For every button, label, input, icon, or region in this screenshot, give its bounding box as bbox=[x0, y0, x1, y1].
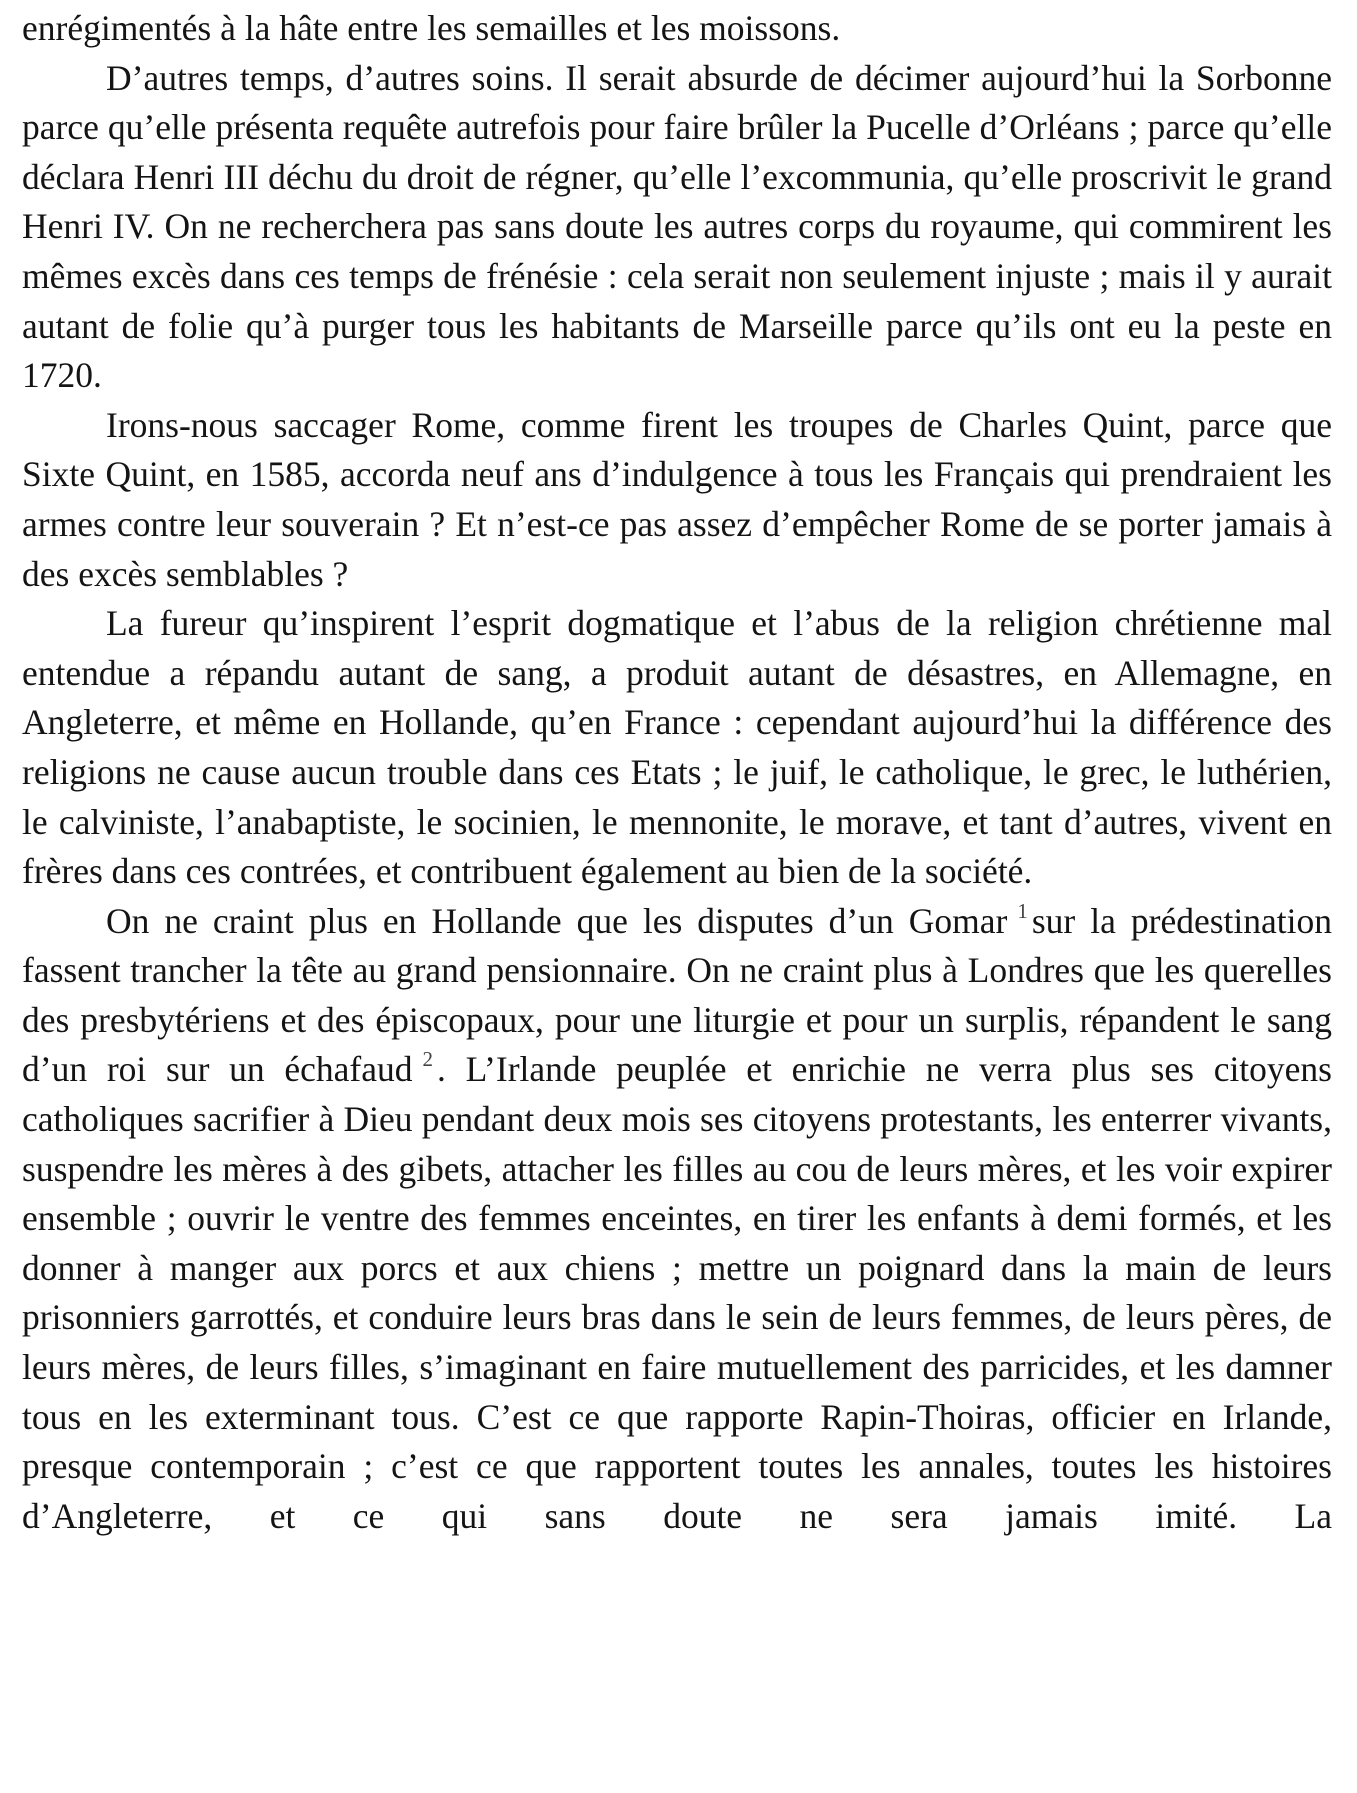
paragraph bbox=[22, 54, 1332, 401]
paragraph-text: D’autres temps, d’autres soins. Il serait absurde de décimer aujourd’hui la Sorbonne parce qu’elle présenta requête autrefois pour faire brûler la Pucelle d’Orléans ; parce qu’elle déclara Henri III déchu du droit de régner, qu’elle l’excommunia, qu’elle proscrivit le grand Henri IV. On ne recherchera pas sans doute les autres corps du royaume, qui commirent les mêmes excès dans ces temps de frénésie : cela serait non seulement injuste ; mais il y aurait autant de folie qu’à purger tous les habitants de Marseille parce qu’ils ont eu la peste en 1720. bbox=[22, 57, 1332, 396]
paragraph-text: enrégimentés à la hâte entre les semailles et les moissons. bbox=[22, 8, 841, 48]
paragraph-text: sur la prédestination fassent trancher la tête au grand pensionnaire. On ne craint plus à Londres que les querelles des presbytériens et des épiscopaux, pour une liturgie et pour un surplis, répandent le sang d’un roi sur un échafaud bbox=[22, 900, 1332, 1090]
paragraph-text: Irons-nous saccager Rome, comme firent les troupes de Charles Quint, parce que Sixte Quint, en 1585, accorda neuf ans d’indulgence à tous les Français qui prendraient les armes contre leur souverain ? Et n’est-ce pas assez d’empêcher Rome de se porter jamais à des excès semblables ? bbox=[22, 404, 1332, 594]
document-page bbox=[22, 4, 1332, 1541]
footnote-marker[interactable]: 2 bbox=[422, 1047, 433, 1072]
paragraph bbox=[22, 401, 1332, 599]
paragraph-text: La fureur qu’inspirent l’esprit dogmatique et l’abus de la religion chrétienne mal entendue a répandu autant de sang, a produit autant de désastres, en Allemagne, en Angleterre, et même en Hollande, qu’en France : cependant aujourd’hui la différence des religions ne cause aucun trouble dans ces Etats ; le juif, le catholique, le grec, le luthérien, le calviniste, l’anabaptiste, le socinien, le mennonite, le morave, et tant d’autres, vivent en frères dans ces contrées, et contribuent également au bien de la société. bbox=[22, 603, 1332, 892]
footnote-marker[interactable]: 1 bbox=[1017, 898, 1028, 923]
paragraph-text: On ne craint plus en Hollande que les disputes d’un Gomar bbox=[106, 900, 1008, 941]
paragraph bbox=[22, 897, 1332, 1542]
paragraph-text: . L’Irlande peuplée et enrichie ne verra plus ses citoyens catholiques sacrifier à Dieu pendant deux mois ses citoyens protestants, les enterrer vivants, suspendre les mères à des gibets, attacher les filles au cou de leurs mères, et les voir expirer ensemble ; ouvrir le ventre des femmes enceintes, en tirer les enfants à demi formés, et les donner à manger aux porcs et aux chiens ; mettre un poignard dans la main de leurs prisonniers garrottés, et conduire leurs bras dans le sein de leurs femmes, de leurs pères, de leurs mères, de leurs filles, s’imaginant en faire mutuellement des parricides, et les damner tous en les exterminant tous. C’est ce que rapporte Rapin-Thoiras, officier en Irlande, presque contemporain ; c’est ce que rapportent toutes les annales, toutes les histoires d’Angleterre, et ce qui sans doute ne sera jamais imité. La bbox=[22, 1049, 1332, 1536]
paragraph-continued bbox=[22, 4, 1332, 54]
paragraph bbox=[22, 599, 1332, 897]
